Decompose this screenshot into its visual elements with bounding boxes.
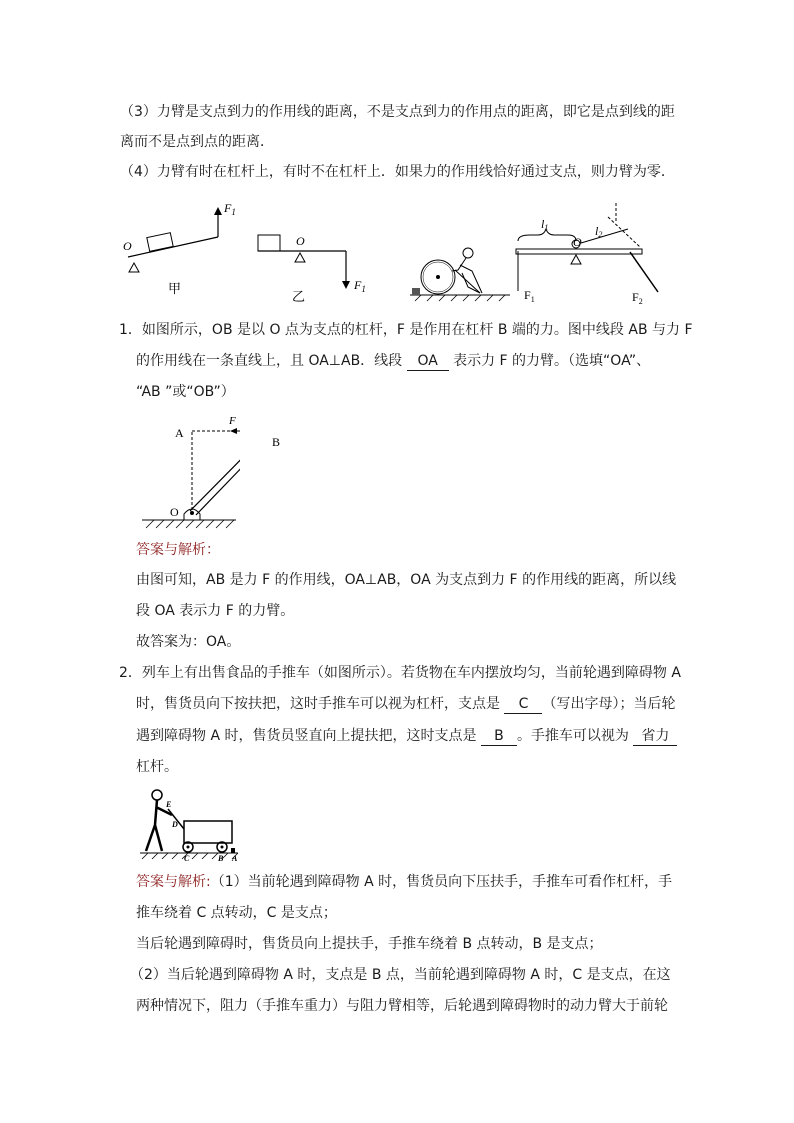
q2-text-2b: （写出字母）；当后轮 <box>542 696 676 712</box>
figure-jia <box>123 201 236 296</box>
jia-f1-label: $F_1$ <box>224 201 236 217</box>
q1-label-a: A <box>175 426 184 440</box>
q2-explanation-1 <box>136 872 672 892</box>
q2-label-d: D <box>172 820 178 829</box>
lever-examples-figure <box>110 195 670 310</box>
q1-label-b-holder <box>268 432 288 452</box>
q2-line-4: 杠杆。 <box>136 759 178 775</box>
q2-label-e: E <box>166 800 172 809</box>
q1-answer-blank: OA <box>407 353 449 371</box>
q1-label-f: F <box>229 415 236 427</box>
q2-number: 2． <box>119 665 142 681</box>
lever-o-label: O <box>573 235 582 249</box>
l2-label: l2 <box>595 224 603 239</box>
f1-label: $F_1$ <box>524 288 535 304</box>
q1-answer-label: 答案与解析： <box>136 542 220 558</box>
jia-o-label: O <box>123 239 132 253</box>
figure-yi <box>258 234 366 304</box>
q1-final-answer: 故答案为：OA。 <box>136 634 241 650</box>
q2-answer-label: 答案与解析: <box>136 874 211 890</box>
q1-line-3: “AB ”或“OB”） <box>136 384 235 400</box>
q2-text-3b: 。手推车可以视为 <box>516 728 634 744</box>
q1-line-2 <box>136 351 650 371</box>
q1-line-1 <box>119 320 693 340</box>
q2-line-3 <box>136 726 677 746</box>
q2-line-2 <box>136 694 675 714</box>
q1-explanation-1: 由图可知，AB 是力 F 的作用线，OA⊥AB，OA 为支点到力 F 的作用线的距离，所以线 <box>136 572 677 588</box>
q1-explanation-2: 段 OA 表示力 F 的力臂。 <box>136 603 295 619</box>
q2-explanation-4: （2）当后轮遇到障碍物 A 时，支点是 B 点，当前轮遇到障碍物 A 时，C 是支点，在这 <box>130 967 671 983</box>
q1-text-1: 如图所示，OB 是以 O 点为支点的杠杆，F 是作用在杠杆 B 端的力。图中线段 AB 与力 F <box>141 322 693 338</box>
q1-label-o: O <box>170 505 179 519</box>
q1-label-b: B <box>272 435 281 449</box>
q2-explanation-2: 推车绕着 C 点转动，C 是支点； <box>136 905 337 921</box>
q2-explanation-1-text: （1）当前轮遇到障碍物 A 时，售货员向下压扶手，手推车可看作杠杆，手 <box>210 874 673 890</box>
jia-caption: 甲 <box>168 281 182 296</box>
q2-answer-blank-1: C <box>504 696 542 714</box>
q2-text-3a: 遇到障碍物 A 时，售货员竖直向上提扶把，这时支点是 <box>136 728 481 744</box>
q2-line-1 <box>119 663 681 683</box>
q2-label-c: C <box>184 854 190 863</box>
q1-lever-figure <box>140 410 240 530</box>
q2-text-2a: 时，售货员向下按扶把，这时手推车可以视为杠杆，支点是 <box>136 696 505 712</box>
note-3-line-1: （3）力臂是支点到力的作用线的距离，不是支点到力的作用点的距离，即它是点到线的距 <box>120 104 675 120</box>
q2-label-a: A <box>232 854 238 863</box>
yi-o-label: O <box>296 234 305 248</box>
note-4: （4）力臂有时在杠杆上，有时不在杠杆上．如果力的作用线恰好通过支点，则力臂为零． <box>120 164 675 180</box>
yi-f1-label: $F_1$ <box>354 278 366 294</box>
q2-text-1: 列车上有出售食品的手推车（如图所示）。若货物在车内摆放均匀，当前轮遇到障碍物 A <box>141 665 681 681</box>
figure-lever-arms <box>516 203 658 306</box>
q2-trolley-figure <box>138 785 242 863</box>
q2-answer-blank-2: B <box>481 728 517 746</box>
q2-answer-blank-3: 省力 <box>633 728 677 746</box>
f2-label: $F_2$ <box>632 290 643 306</box>
figure-cart-sketch <box>410 248 510 301</box>
q1-number: 1． <box>119 322 142 338</box>
note-3-line-2: 离而不是点到点的距离． <box>120 134 274 150</box>
q2-explanation-5: 两种情况下，阻力（手推车重力）与阻力臂相等，后轮遇到障碍物时的动力臂大于前轮 <box>136 998 668 1014</box>
q2-explanation-3: 当后轮遇到障碍时，售货员向上提扶手，手推车绕着 B 点转动，B 是支点； <box>136 936 603 952</box>
q2-label-b: B <box>218 854 224 863</box>
l1-label: l1 <box>541 217 549 232</box>
q1-text-2b: 表示力 F 的力臂。（选填“OA”、 <box>448 353 651 369</box>
q1-text-2a: 的作用线在一条直线上，且 OA⊥AB．线段 <box>136 353 407 369</box>
yi-caption: 乙 <box>292 289 306 304</box>
